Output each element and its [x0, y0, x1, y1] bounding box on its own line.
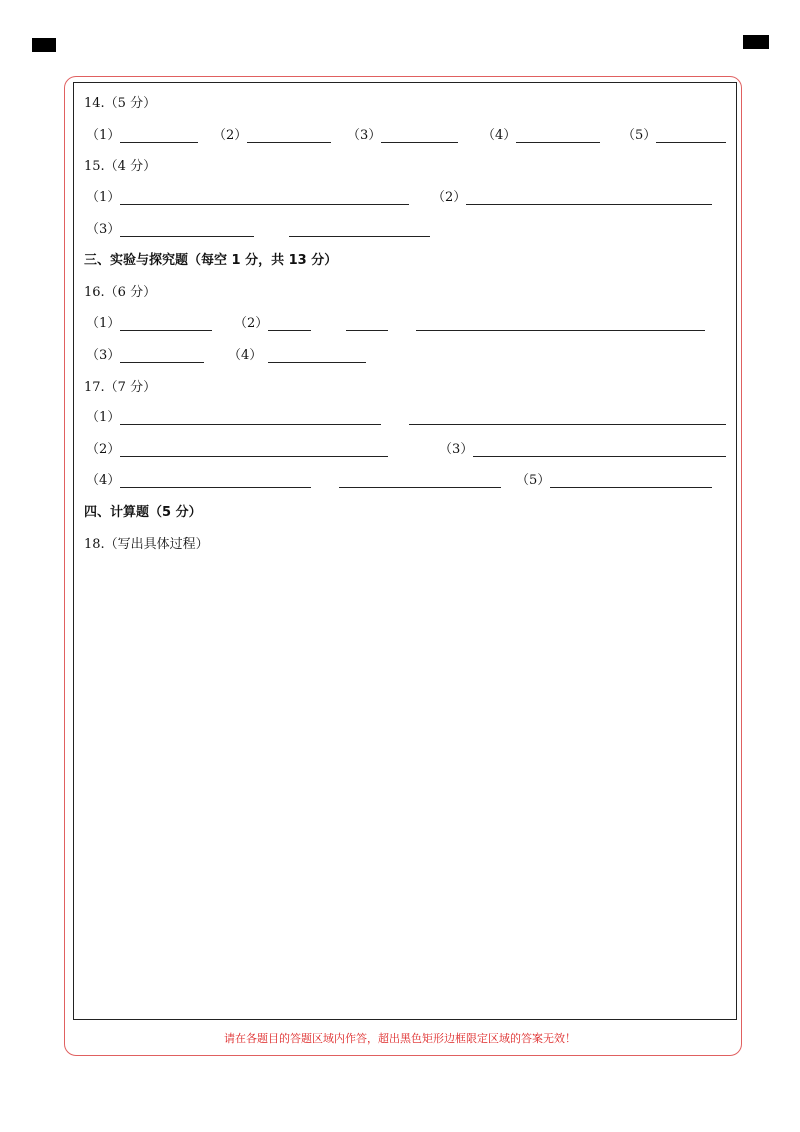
q14-label-4: （4）	[482, 128, 517, 143]
q17-label-5: （5）	[516, 473, 551, 488]
registration-mark-right	[743, 35, 769, 49]
q17-answer-4a[interactable]	[120, 487, 311, 488]
q17-label-2: （2）	[86, 442, 121, 457]
question-15-title: 15.（4 分）	[84, 159, 157, 174]
q16-label-1: （1）	[86, 316, 121, 331]
q18-answer-area[interactable]	[80, 560, 730, 1010]
q14-answer-5[interactable]	[656, 142, 726, 143]
q16-answer-2b[interactable]	[346, 330, 388, 331]
q16-answer-1[interactable]	[120, 330, 212, 331]
q15-label-2: （2）	[432, 190, 467, 205]
q17-answer-1a[interactable]	[120, 424, 381, 425]
q14-answer-3[interactable]	[381, 142, 458, 143]
q16-label-4: （4）	[228, 348, 263, 363]
q14-label-5: （5）	[622, 128, 657, 143]
q15-answer-3a[interactable]	[120, 236, 254, 237]
q14-answer-4[interactable]	[516, 142, 600, 143]
q17-answer-1b[interactable]	[409, 424, 726, 425]
question-14-title: 14.（5 分）	[84, 96, 157, 111]
q16-answer-3[interactable]	[120, 362, 204, 363]
section-3-heading: 三、实验与探究题（每空 1 分，共 13 分）	[84, 253, 338, 268]
q17-answer-4b[interactable]	[339, 487, 501, 488]
q14-label-2: （2）	[213, 128, 248, 143]
question-16-title: 16.（6 分）	[84, 285, 157, 300]
q17-answer-5[interactable]	[550, 487, 712, 488]
q14-answer-2[interactable]	[247, 142, 331, 143]
q15-label-1: （1）	[86, 190, 121, 205]
q17-label-1: （1）	[86, 410, 121, 425]
question-17-title: 17.（7 分）	[84, 380, 157, 395]
q17-answer-2[interactable]	[120, 456, 388, 457]
footer-warning: 请在各题目的答题区域内作答，超出黑色矩形边框限定区域的答案无效！	[224, 1032, 576, 1045]
q14-label-3: （3）	[347, 128, 382, 143]
q15-answer-3b[interactable]	[289, 236, 430, 237]
q17-label-3: （3）	[439, 442, 474, 457]
q14-label-1: （1）	[86, 128, 121, 143]
q16-label-3: （3）	[86, 348, 121, 363]
q16-label-2: （2）	[234, 316, 269, 331]
q16-answer-4[interactable]	[268, 362, 366, 363]
q17-label-4: （4）	[86, 473, 121, 488]
q16-answer-2a[interactable]	[268, 330, 311, 331]
q16-answer-2c[interactable]	[416, 330, 705, 331]
registration-mark-left	[32, 38, 56, 52]
q15-label-3: （3）	[86, 222, 121, 237]
q15-answer-2[interactable]	[466, 204, 712, 205]
q15-answer-1[interactable]	[120, 204, 409, 205]
q17-answer-3[interactable]	[473, 456, 726, 457]
question-18-title: 18.（写出具体过程）	[84, 537, 209, 552]
q14-answer-1[interactable]	[120, 142, 198, 143]
section-4-heading: 四、计算题（5 分）	[84, 505, 202, 520]
